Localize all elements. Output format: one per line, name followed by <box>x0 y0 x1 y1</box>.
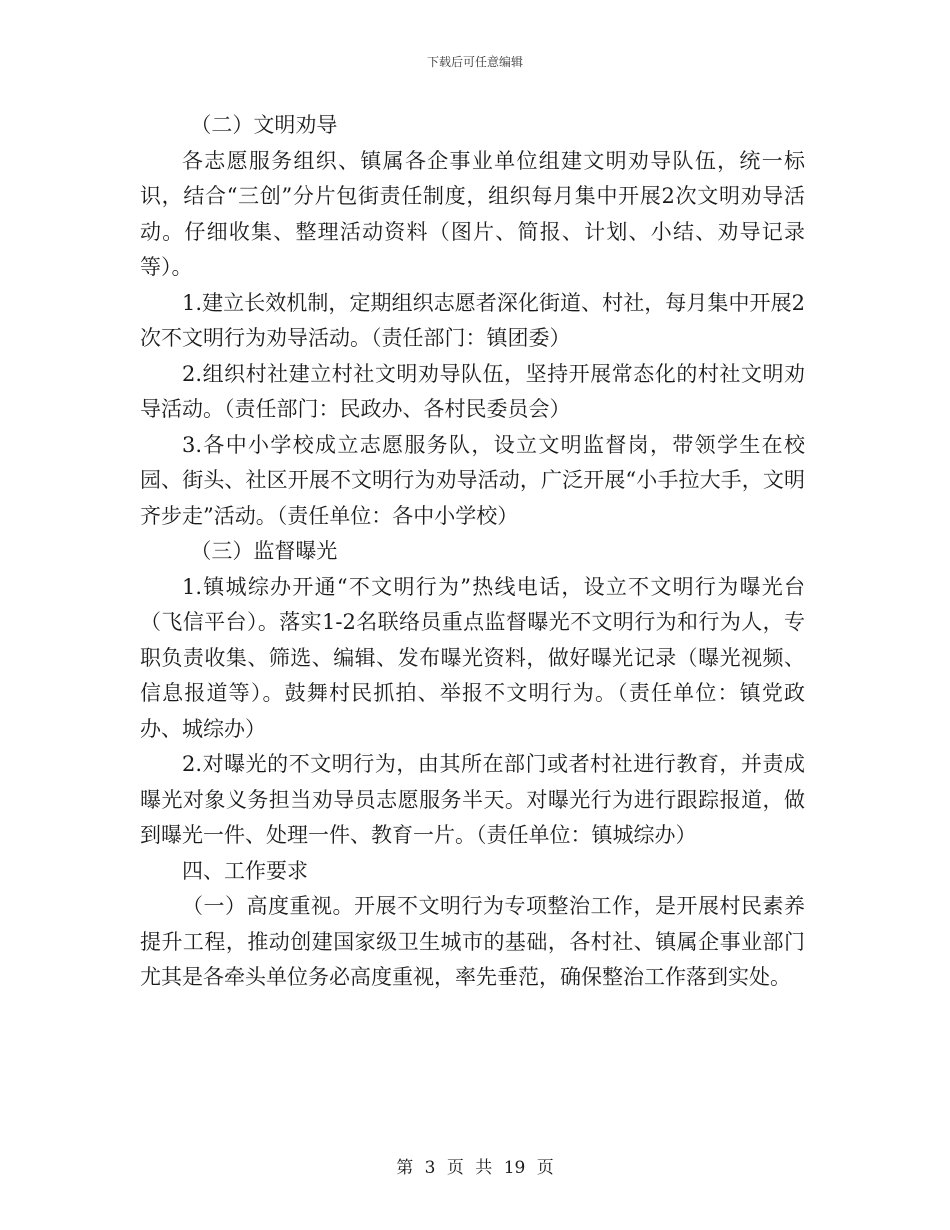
paragraph-item-2-village-teams: 2.组织村社建立村社文明劝导队伍，坚持开展常态化的村社文明劝导活动。（责任部门：民政办、各村民委员会） <box>140 361 805 421</box>
paragraph-persuasion-teams: 各志愿服务组织、镇属各企事业单位组建文明劝导队伍，统一标识，结合“三创”分片包街责任制度，组织每月集中开展2次文明劝导活动。仔细收集、整理活动资料（图片、简报、计划、小结、劝导记录等）。 <box>140 148 805 279</box>
document-body <box>140 108 805 996</box>
section-heading-supervision-exposure: （三）监督曝光 <box>190 539 338 563</box>
section-heading-work-requirements: 四、工作要求 <box>182 858 308 883</box>
page-header-note: 下载后可任意编辑 <box>426 55 523 69</box>
paragraph-requirement-1-attention: （一）高度重视。开展不文明行为专项整治工作，是开展村民素养提升工程，推动创建国家级卫生城市的基础，各村社、镇属企事业部门尤其是各牵头单位务必高度重视，率先垂范，确保整治工作落到实处。 <box>140 894 805 989</box>
paragraph-exposure-item-1-hotline: 1.镇城综办开通“不文明行为”热线电话，设立不文明行为曝光台（飞信平台）。落实1-2名联络员重点监督曝光不文明行为和行为人，专职负责收集、筛选、编辑、发布曝光资料，做好曝光记录（曝光视频、信息报道等）。鼓舞村民抓拍、举报不文明行为。（责任单位：镇党政办、城综办） <box>140 574 805 741</box>
paragraph-exposure-item-2-education: 2.对曝光的不文明行为，由其所在部门或者村社进行教育，并责成曝光对象义务担当劝导员志愿服务半天。对曝光行为进行跟踪报道，做到曝光一件、处理一件、教育一片。（责任单位：镇城综办） <box>140 752 805 847</box>
page-number-footer: 第 3 页 共 19 页 <box>396 1158 554 1178</box>
section-heading-civic-persuasion: （二）文明劝导 <box>190 113 338 137</box>
paragraph-item-1-mechanism: 1.建立长效机制，定期组织志愿者深化街道、村社，每月集中开展2次不文明行为劝导活动。（责任部门：镇团委） <box>140 290 805 350</box>
paragraph-item-3-schools: 3.各中小学校成立志愿服务队，设立文明监督岗，带领学生在校园、街头、社区开展不文明行为劝导活动，广泛开展“小手拉大手，文明齐步走”活动。（责任单位：各中小学校） <box>140 432 805 528</box>
